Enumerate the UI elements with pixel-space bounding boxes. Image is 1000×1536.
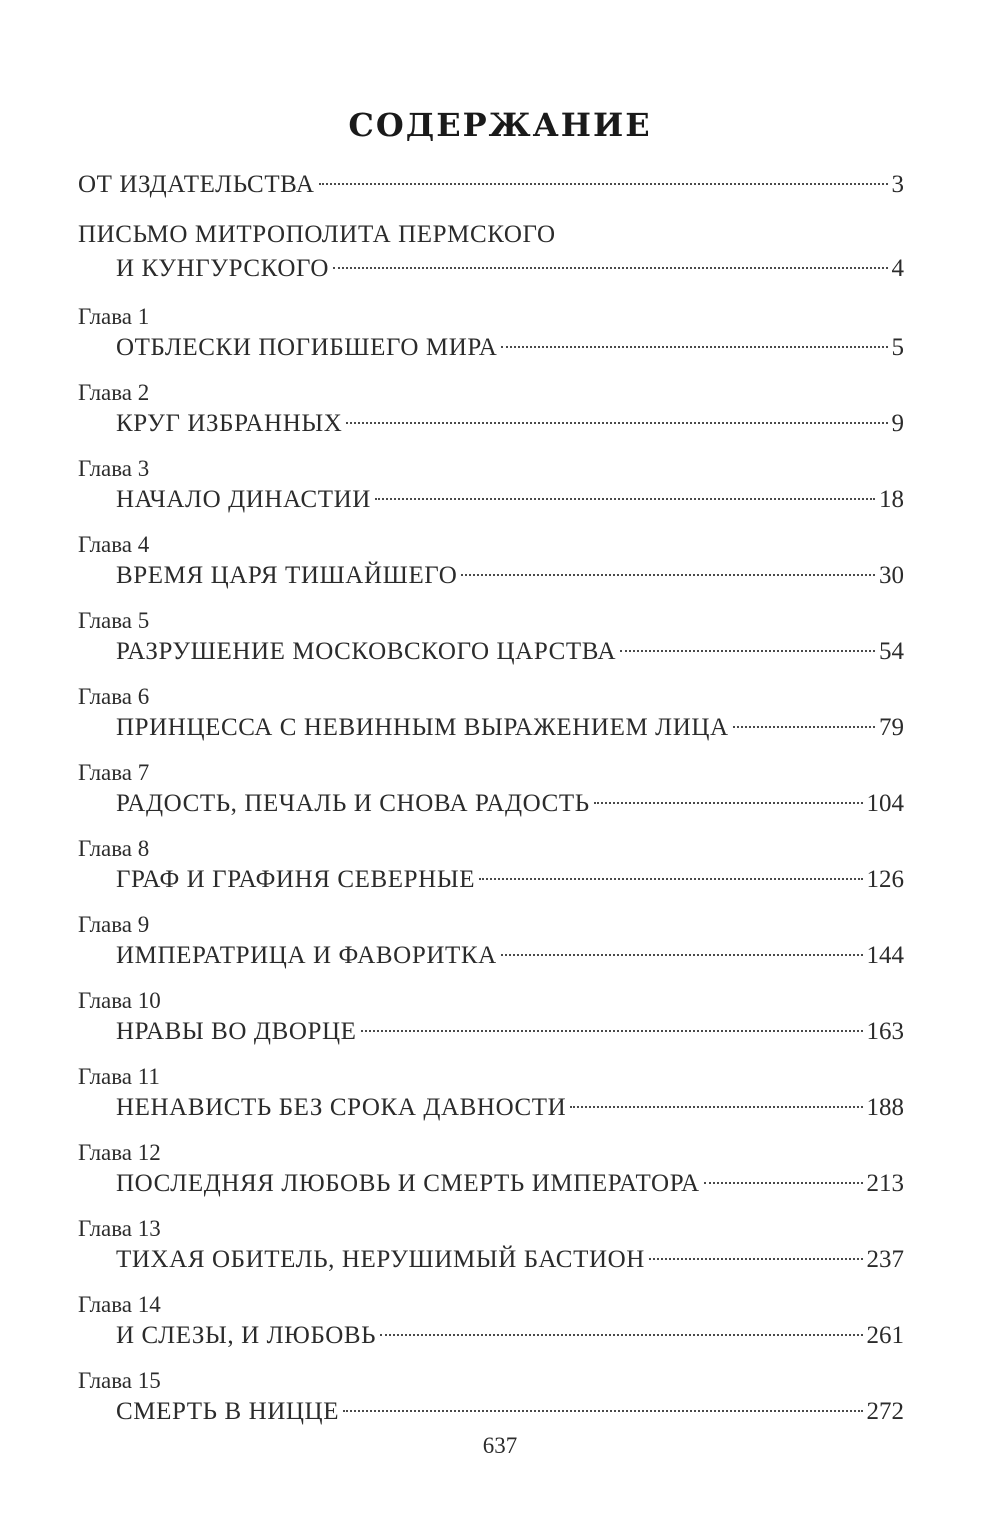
page-number: 104 xyxy=(866,790,904,817)
page-title: СОДЕРЖАНИЕ xyxy=(348,106,652,144)
dot-leader xyxy=(333,267,887,269)
entry-title: ОТ ИЗДАТЕЛЬСТВА xyxy=(78,171,315,198)
toc-line xyxy=(78,331,904,365)
chapter-title: НЕНАВИСТЬ БЕЗ СРОКА ДАВНОСТИ xyxy=(116,1094,567,1121)
chapter-title: РАДОСТЬ, ПЕЧАЛЬ И СНОВА РАДОСТЬ xyxy=(116,790,590,817)
toc-line xyxy=(78,787,904,821)
entry-title-line-2: И КУНГУРСКОГО xyxy=(116,255,330,282)
chapter-label: Глава 3 xyxy=(78,456,150,481)
page-number: 30 xyxy=(879,562,904,589)
chapter-title: СМЕРТЬ В НИЦЦЕ xyxy=(116,1398,340,1425)
toc-line xyxy=(78,635,904,669)
toc-entry-chapter xyxy=(78,378,904,441)
chapter-title: НАЧАЛО ДИНАСТИИ xyxy=(116,486,371,513)
toc-entry-publisher xyxy=(78,168,904,202)
page-number: 4 xyxy=(891,255,904,282)
page-number: 126 xyxy=(866,866,904,893)
folio-page-number: 637 xyxy=(482,1433,518,1458)
page-number: 9 xyxy=(891,410,904,437)
dot-leader xyxy=(570,1106,862,1108)
page-number: 213 xyxy=(866,1170,904,1197)
dot-leader xyxy=(380,1334,862,1336)
chapter-label: Глава 2 xyxy=(78,380,150,405)
chapter-title: И СЛЕЗЫ, И ЛЮБОВЬ xyxy=(116,1322,377,1349)
dot-leader xyxy=(361,1030,863,1032)
chapter-title: ВРЕМЯ ЦАРЯ ТИШАЙШЕГО xyxy=(116,562,458,589)
chapter-title: ОТБЛЕСКИ ПОГИБШЕГО МИРА xyxy=(116,334,498,361)
toc-entry-chapter xyxy=(78,606,904,669)
page-number: 18 xyxy=(879,486,904,513)
chapter-label: Глава 9 xyxy=(78,912,150,937)
chapter-label: Глава 8 xyxy=(78,836,150,861)
page-number: 188 xyxy=(866,1094,904,1121)
dot-leader xyxy=(501,346,887,348)
dot-leader xyxy=(343,1410,862,1412)
page-number: 272 xyxy=(866,1398,904,1425)
toc-line xyxy=(78,559,904,593)
toc-line xyxy=(78,863,904,897)
toc-entry-chapter xyxy=(78,986,904,1049)
toc-entry-chapter xyxy=(78,302,904,365)
toc-entry-chapter xyxy=(78,834,904,897)
dot-leader xyxy=(319,183,888,185)
toc-line xyxy=(78,939,904,973)
page-number: 79 xyxy=(879,714,904,741)
toc-line xyxy=(78,1167,904,1201)
chapter-title: ПОСЛЕДНЯЯ ЛЮБОВЬ И СМЕРТЬ ИМПЕРАТОРА xyxy=(116,1170,700,1197)
chapter-label: Глава 15 xyxy=(78,1368,161,1393)
dot-leader xyxy=(594,802,863,804)
page-number: 163 xyxy=(866,1018,904,1045)
toc-line xyxy=(78,1395,904,1429)
toc-entry-chapter xyxy=(78,682,904,745)
dot-leader xyxy=(733,726,875,728)
chapter-title: ТИХАЯ ОБИТЕЛЬ, НЕРУШИМЫЙ БАСТИОН xyxy=(116,1246,645,1273)
toc-line xyxy=(78,483,904,517)
entry-title-line-1: ПИСЬМО МИТРОПОЛИТА ПЕРМСКОГО xyxy=(78,221,556,248)
toc-line xyxy=(78,1091,904,1125)
toc-entry-chapter xyxy=(78,910,904,973)
chapter-label: Глава 12 xyxy=(78,1140,161,1165)
chapter-label: Глава 11 xyxy=(78,1064,160,1089)
toc-line xyxy=(78,1243,904,1277)
chapter-label: Глава 6 xyxy=(78,684,150,709)
chapter-label: Глава 13 xyxy=(78,1216,161,1241)
chapter-label: Глава 4 xyxy=(78,532,150,557)
page-number: 3 xyxy=(891,171,904,198)
dot-leader xyxy=(501,954,863,956)
dot-leader xyxy=(620,650,875,652)
toc-line xyxy=(78,1015,904,1049)
chapter-label: Глава 10 xyxy=(78,988,161,1013)
toc-line xyxy=(78,168,904,202)
toc-entry-chapter xyxy=(78,1214,904,1277)
toc-entry-chapter xyxy=(78,1290,904,1353)
chapter-title: НРАВЫ ВО ДВОРЦЕ xyxy=(116,1018,357,1045)
toc-entry-letter xyxy=(78,218,904,286)
page-number: 144 xyxy=(866,942,904,969)
chapter-title: ГРАФ И ГРАФИНЯ СЕВЕРНЫЕ xyxy=(116,866,476,893)
chapter-label: Глава 7 xyxy=(78,760,150,785)
toc-entry-chapter xyxy=(78,758,904,821)
toc-entry-chapter xyxy=(78,1138,904,1201)
chapter-label: Глава 1 xyxy=(78,304,150,329)
chapter-list xyxy=(78,302,904,1429)
dot-leader xyxy=(346,422,887,424)
dot-leader xyxy=(461,574,875,576)
dot-leader xyxy=(375,498,875,500)
toc-line xyxy=(78,252,904,286)
chapter-title: РАЗРУШЕНИЕ МОСКОВСКОГО ЦАРСТВА xyxy=(116,638,617,665)
dot-leader xyxy=(479,878,862,880)
chapter-title: ПРИНЦЕССА С НЕВИННЫМ ВЫРАЖЕНИЕМ ЛИЦА xyxy=(116,714,729,741)
toc-line xyxy=(78,1319,904,1353)
chapter-title: ИМПЕРАТРИЦА И ФАВОРИТКА xyxy=(116,942,497,969)
page-number: 237 xyxy=(866,1246,904,1273)
page-number: 54 xyxy=(879,638,904,665)
toc-line xyxy=(78,711,904,745)
chapter-label: Глава 14 xyxy=(78,1292,161,1317)
table-of-contents xyxy=(78,168,904,1442)
toc-entry-chapter xyxy=(78,1062,904,1125)
dot-leader xyxy=(704,1182,863,1184)
toc-entry-chapter xyxy=(78,1366,904,1429)
toc-line xyxy=(78,407,904,441)
toc-entry-chapter xyxy=(78,530,904,593)
dot-leader xyxy=(649,1258,863,1260)
page-number: 5 xyxy=(891,334,904,361)
chapter-label: Глава 5 xyxy=(78,608,150,633)
chapter-title: КРУГ ИЗБРАННЫХ xyxy=(116,410,343,437)
page-number: 261 xyxy=(866,1322,904,1349)
toc-entry-chapter xyxy=(78,454,904,517)
